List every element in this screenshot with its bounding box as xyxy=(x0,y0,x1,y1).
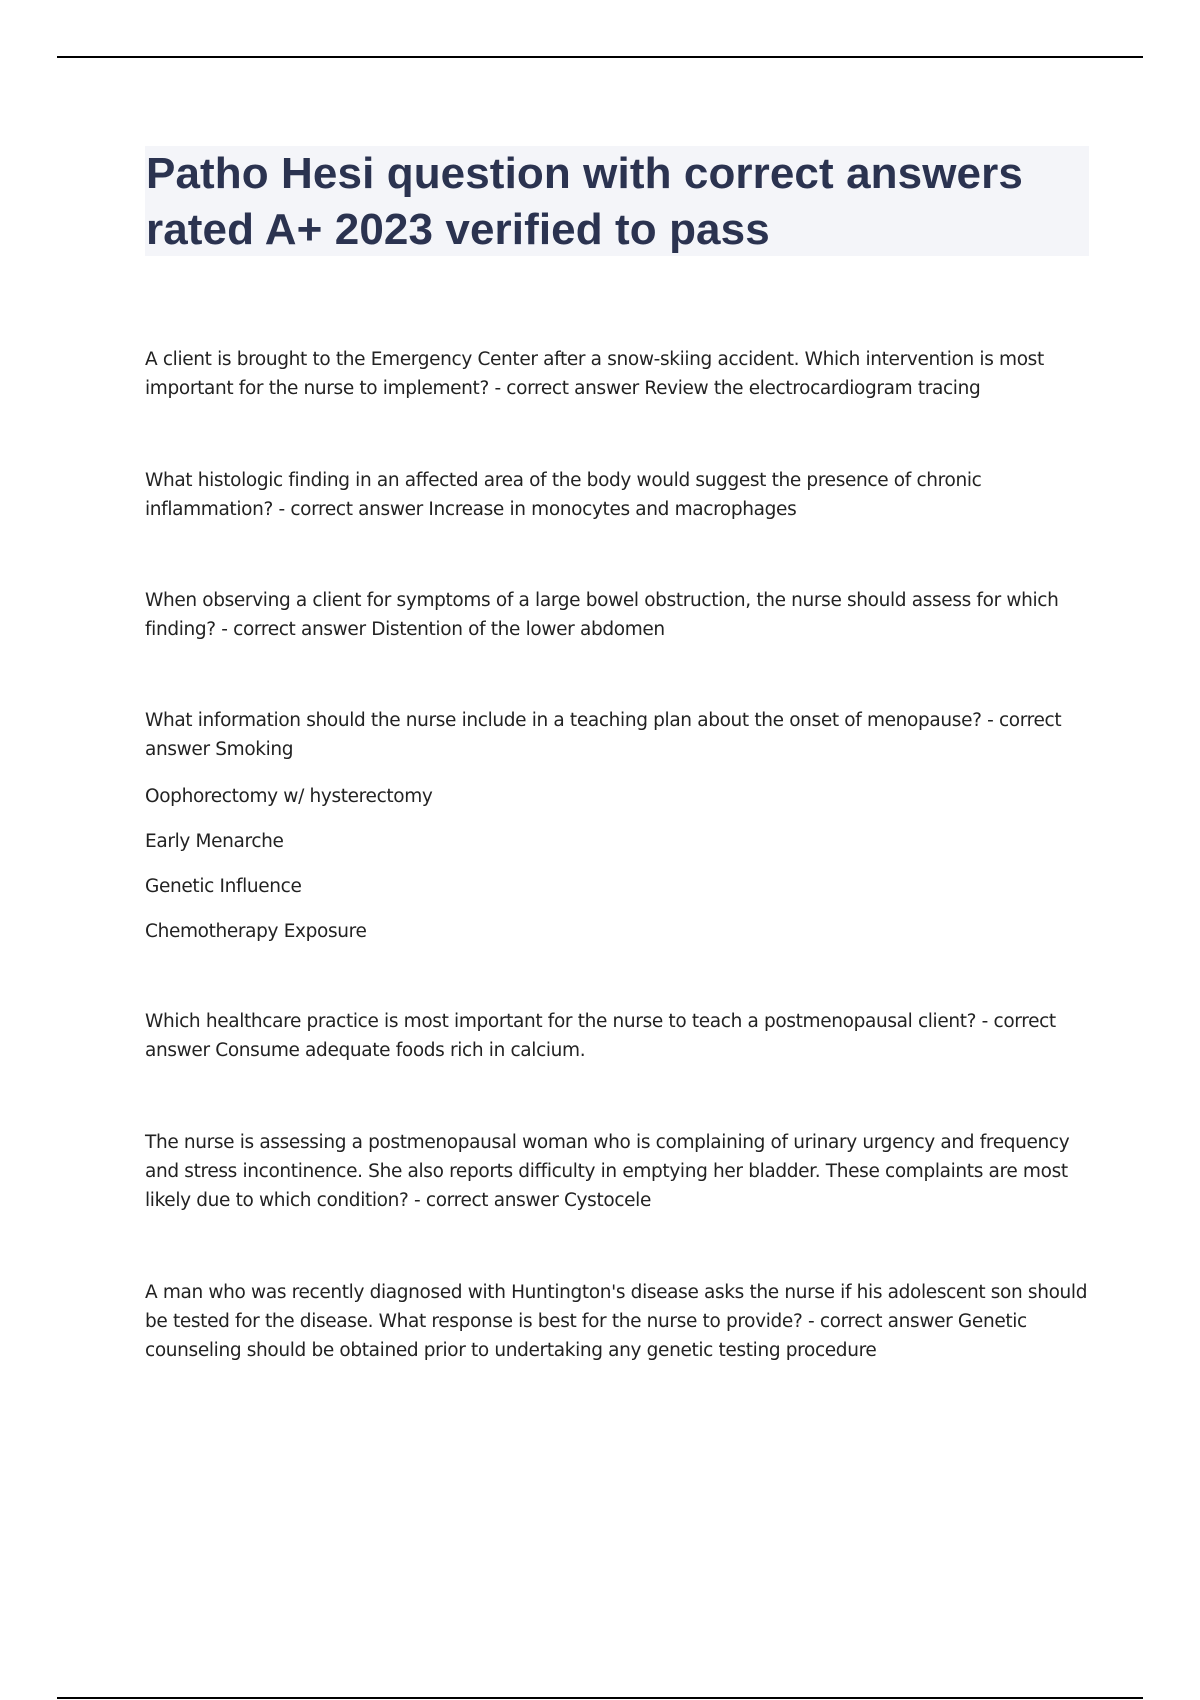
header-rule xyxy=(57,56,1143,58)
question-paragraph: What histologic finding in an affected area of the body would suggest the presence of chronic inflammation? - correct answer Increase in monocytes and macrophages xyxy=(145,470,982,520)
question-paragraph: What information should the nurse include in a teaching plan about the onset of menopause? - correct answer Smoking xyxy=(145,710,1062,760)
document-title: Patho Hesi question with correct answers rated A+ 2023 verified to pass xyxy=(146,149,1023,254)
footer-rule xyxy=(57,1697,1143,1699)
answer-line: Chemotherapy Exposure xyxy=(145,921,367,942)
answer-line: Early Menarche xyxy=(145,831,284,852)
question-paragraph: A client is brought to the Emergency Center after a snow-skiing accident. Which intervention is most important for the nurse to implement? - correct answer Review the electrocardiogram tracing xyxy=(145,349,1044,399)
question-paragraph: A man who was recently diagnosed with Huntington's disease asks the nurse if his adolescent son should be tested for the disease. What response is best for the nurse to provide? - correct answer Genetic counseling should be obtained prior to undertaking any genetic testing procedure xyxy=(145,1282,1088,1361)
title-block xyxy=(145,146,1089,256)
question-paragraph: Which healthcare practice is most important for the nurse to teach a postmenopausal client? - correct answer Consume adequate foods rich in calcium. xyxy=(145,1011,1056,1061)
question-paragraph: The nurse is assessing a postmenopausal woman who is complaining of urinary urgency and frequency and stress incontinence. She also reports difficulty in emptying her bladder. These complaints are most likely due to which condition? - correct answer Cystocele xyxy=(145,1132,1070,1211)
answer-line: Oophorectomy w/ hysterectomy xyxy=(145,786,433,807)
question-paragraph: When observing a client for symptoms of a large bowel obstruction, the nurse should assess for which finding? - correct answer Distention of the lower abdomen xyxy=(145,590,1059,640)
answer-line: Genetic Influence xyxy=(145,876,302,897)
